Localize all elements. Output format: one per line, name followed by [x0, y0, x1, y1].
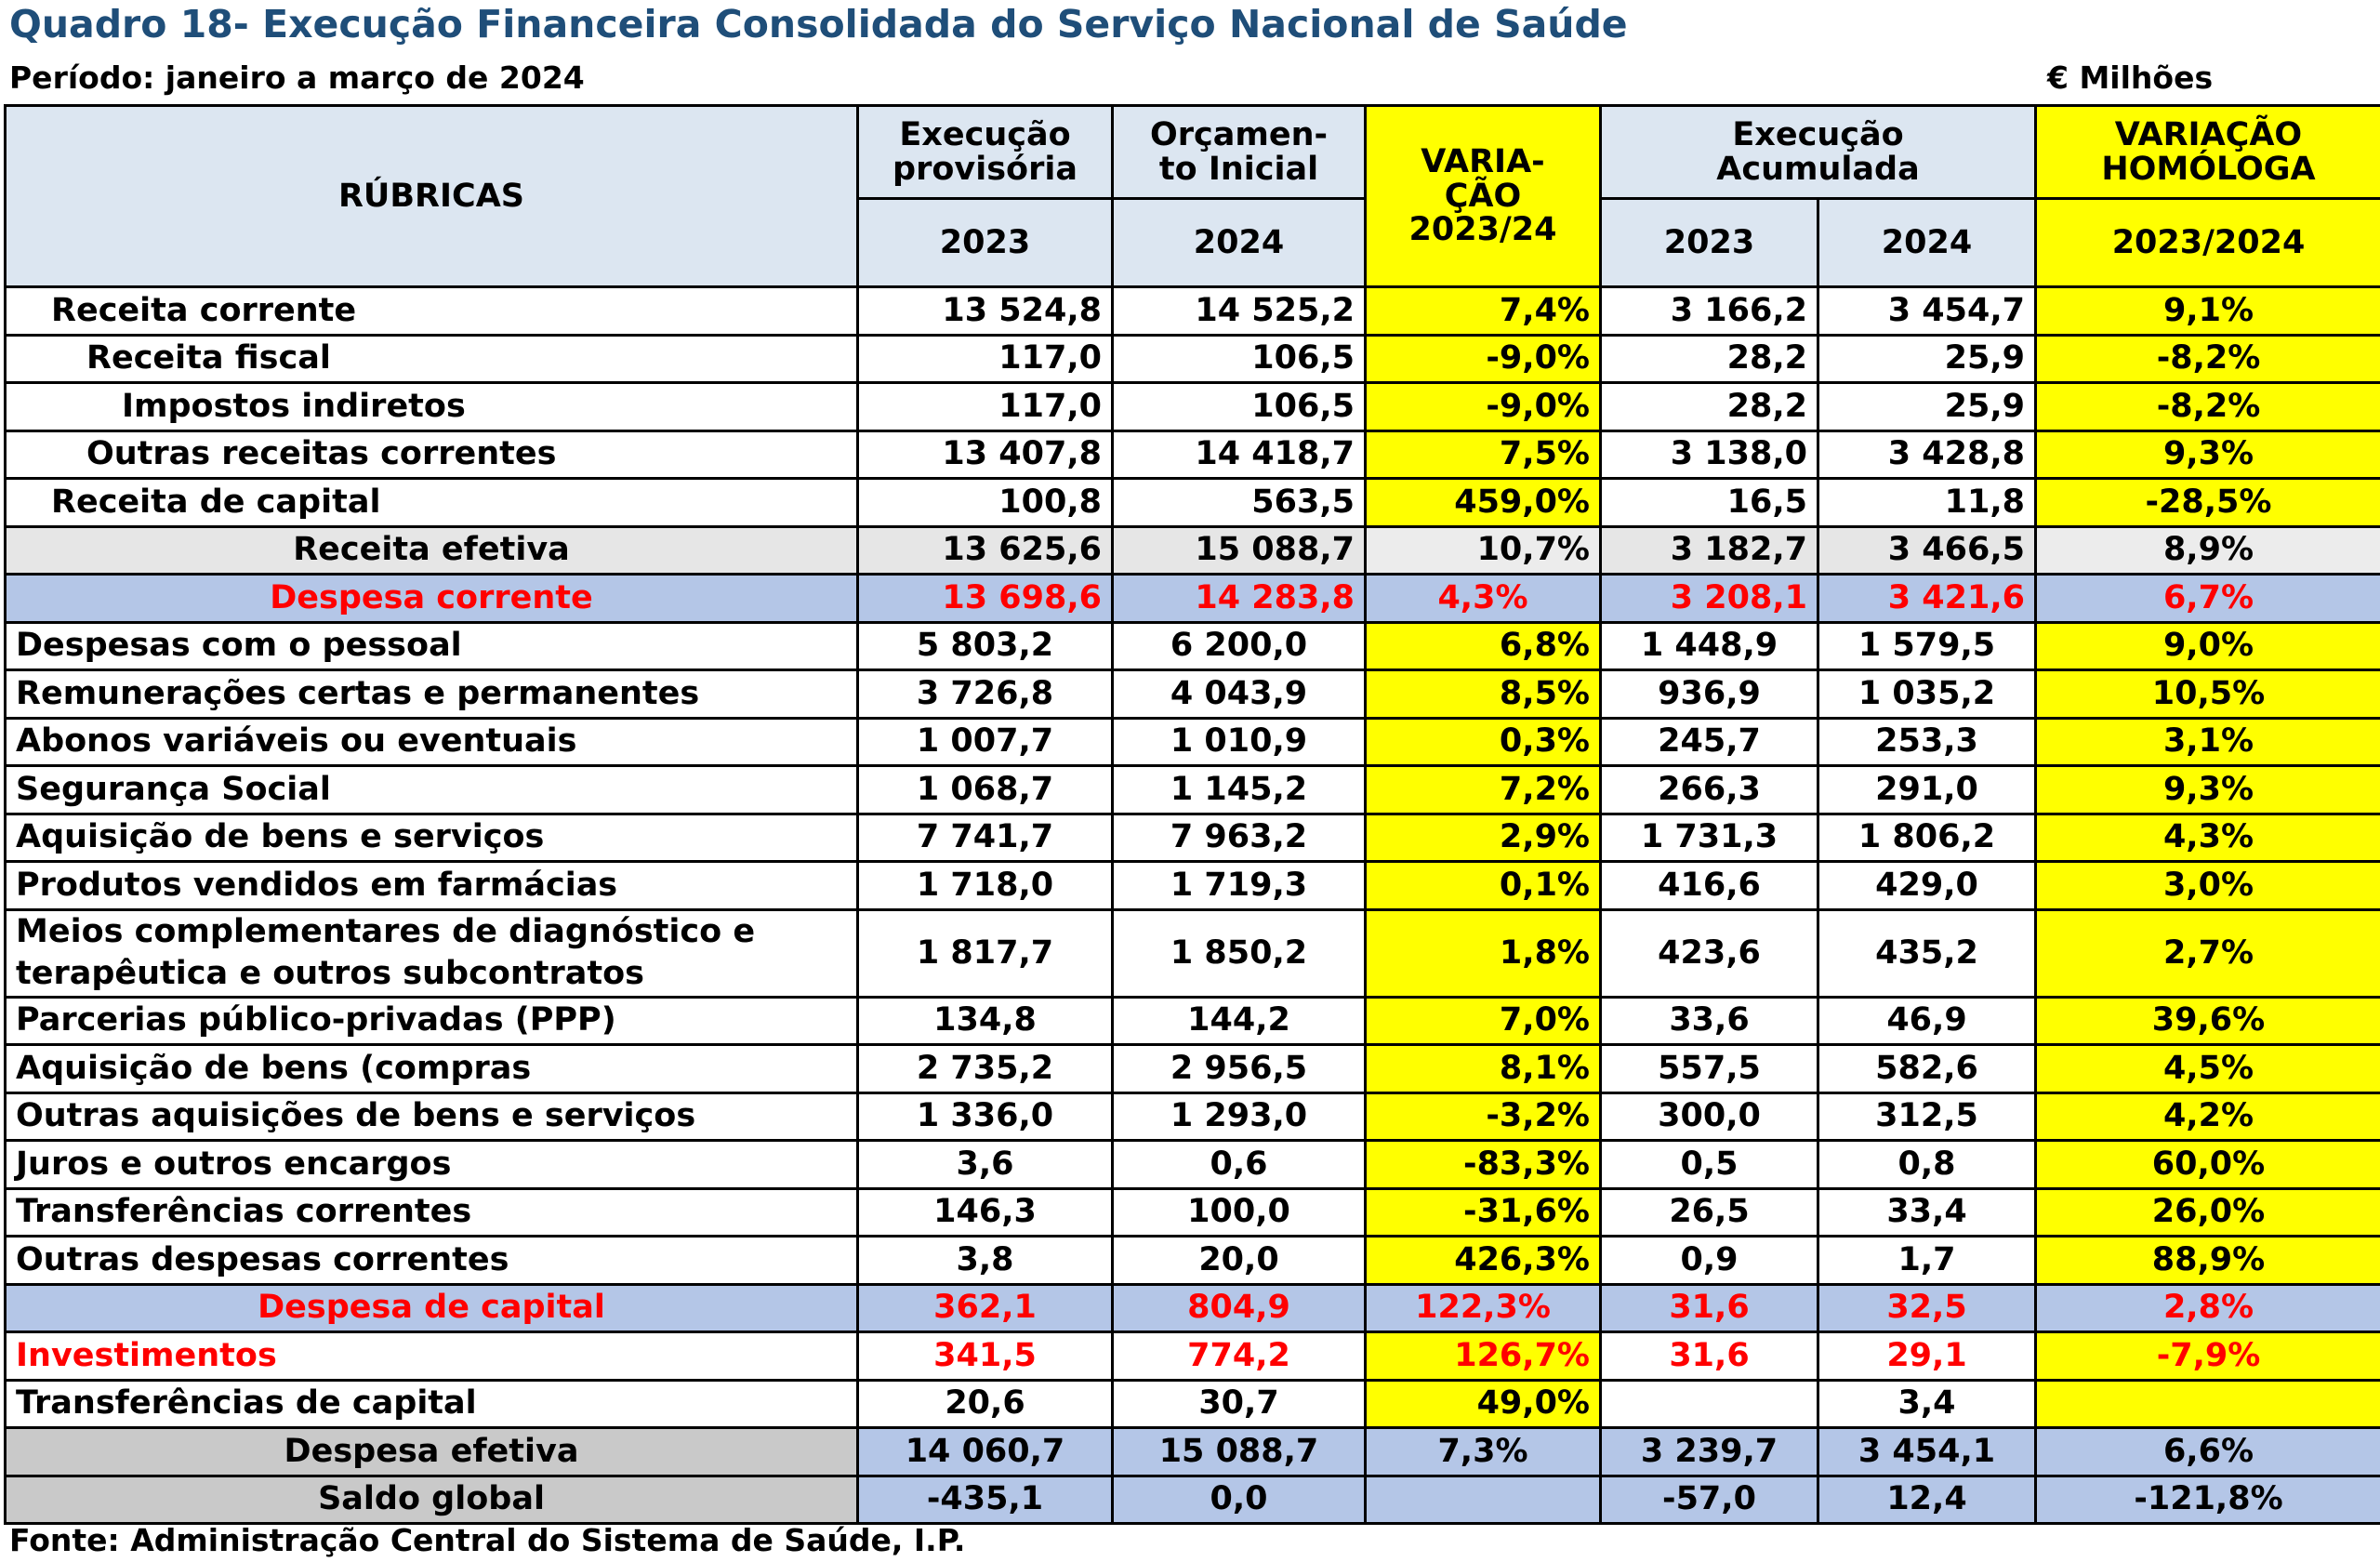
cell-orcamento-inicial-2024: 15 088,7 — [1113, 526, 1366, 575]
cell-acumulada-2023: -57,0 — [1601, 1476, 1818, 1524]
cell-acumulada-2023: 31,6 — [1601, 1332, 1818, 1381]
cell-variacao-homologa: -7,9% — [2036, 1332, 2380, 1381]
cell-acumulada-2023: 423,6 — [1601, 909, 1818, 997]
header-acumulada-line1: Execução — [1732, 115, 1904, 153]
header-homologa-line1: VARIAÇÃO — [2114, 115, 2303, 153]
header-exec-provisoria-line2: provisória — [892, 150, 1078, 188]
row-label: Aquisição de bens (compras — [6, 1045, 858, 1093]
row-label: Receita corrente — [6, 287, 858, 336]
cell-acumulada-2023: 3 208,1 — [1601, 575, 1818, 623]
header-exec-provisoria-line1: Execução — [899, 115, 1071, 153]
cell-variacao-2023-24: 0,3% — [1366, 718, 1601, 766]
cell-acumulada-2023: 33,6 — [1601, 997, 1818, 1045]
cell-variacao-2023-24: 7,4% — [1366, 287, 1601, 336]
cell-variacao-homologa: 4,5% — [2036, 1045, 2380, 1093]
row-label: Transferências de capital — [6, 1380, 858, 1428]
cell-exec-provisoria-2023: 20,6 — [858, 1380, 1113, 1428]
cell-acumulada-2024: 291,0 — [1818, 766, 2036, 814]
cell-variacao-2023-24: 2,9% — [1366, 814, 1601, 862]
cell-acumulada-2023: 245,7 — [1601, 718, 1818, 766]
row-label: Despesas com o pessoal — [6, 622, 858, 670]
cell-orcamento-inicial-2024: 1 293,0 — [1113, 1092, 1366, 1141]
cell-orcamento-inicial-2024: 106,5 — [1113, 383, 1366, 431]
cell-orcamento-inicial-2024: 106,5 — [1113, 335, 1366, 383]
cell-acumulada-2024: 582,6 — [1818, 1045, 2036, 1093]
table-row — [6, 718, 2380, 766]
cell-variacao-homologa: -8,2% — [2036, 335, 2380, 383]
cell-variacao-homologa: 3,1% — [2036, 718, 2380, 766]
row-label: Produtos vendidos em farmácias — [6, 862, 858, 910]
table-row — [6, 335, 2380, 383]
unit-label: € Milhões — [2047, 60, 2214, 96]
cell-exec-provisoria-2023: 117,0 — [858, 335, 1113, 383]
header-acc-year-2023: 2023 — [1601, 199, 1818, 287]
cell-exec-provisoria-2023: 7 741,7 — [858, 814, 1113, 862]
cell-variacao-2023-24: 7,3% — [1366, 1428, 1601, 1476]
cell-exec-provisoria-2023: 341,5 — [858, 1332, 1113, 1381]
cell-exec-provisoria-2023: 13 698,6 — [858, 575, 1113, 623]
cell-orcamento-inicial-2024: 14 525,2 — [1113, 287, 1366, 336]
row-label: Receita fiscal — [6, 335, 858, 383]
cell-variacao-homologa: 9,3% — [2036, 430, 2380, 479]
cell-orcamento-inicial-2024: 15 088,7 — [1113, 1428, 1366, 1476]
cell-acumulada-2024: 3 421,6 — [1818, 575, 2036, 623]
header-variacao — [1366, 106, 1601, 287]
header-year-2023: 2023 — [858, 199, 1113, 287]
table-row — [6, 862, 2380, 910]
cell-exec-provisoria-2023: 146,3 — [858, 1188, 1113, 1237]
cell-acumulada-2024: 3 466,5 — [1818, 526, 2036, 575]
row-label: Saldo global — [6, 1476, 858, 1524]
cell-orcamento-inicial-2024: 14 283,8 — [1113, 575, 1366, 623]
cell-variacao-homologa: 10,5% — [2036, 670, 2380, 719]
header-acumulada-line2: Acumulada — [1716, 150, 1920, 188]
cell-acumulada-2024: 11,8 — [1818, 479, 2036, 527]
cell-variacao-homologa: 9,0% — [2036, 622, 2380, 670]
row-label: Investimentos — [6, 1332, 858, 1381]
header-execucao-acumulada — [1601, 106, 2036, 199]
table-row — [6, 287, 2380, 336]
cell-exec-provisoria-2023: 1 817,7 — [858, 909, 1113, 997]
table-row — [6, 670, 2380, 719]
table-row — [6, 909, 2380, 997]
cell-variacao-2023-24: 6,8% — [1366, 622, 1601, 670]
cell-exec-provisoria-2023: 117,0 — [858, 383, 1113, 431]
cell-acumulada-2023: 557,5 — [1601, 1045, 1818, 1093]
table-row — [6, 479, 2380, 527]
cell-variacao-homologa: 9,3% — [2036, 766, 2380, 814]
cell-variacao-homologa: 6,6% — [2036, 1428, 2380, 1476]
cell-variacao-2023-24: 122,3% — [1366, 1284, 1601, 1332]
table-row — [6, 526, 2380, 575]
header-rubricas: RÚBRICAS — [6, 106, 858, 287]
cell-variacao-homologa: 6,7% — [2036, 575, 2380, 623]
row-label: Remunerações certas e permanentes — [6, 670, 858, 719]
cell-variacao-homologa: 2,8% — [2036, 1284, 2380, 1332]
header-orcamento-inicial — [1113, 106, 1366, 199]
cell-acumulada-2023: 28,2 — [1601, 335, 1818, 383]
cell-exec-provisoria-2023: 13 524,8 — [858, 287, 1113, 336]
cell-acumulada-2024: 1,7 — [1818, 1237, 2036, 1285]
cell-variacao-homologa: -28,5% — [2036, 479, 2380, 527]
row-label: Despesa efetiva — [6, 1428, 858, 1476]
cell-orcamento-inicial-2024: 0,0 — [1113, 1476, 1366, 1524]
cell-acumulada-2024: 3 428,8 — [1818, 430, 2036, 479]
row-label: Outras despesas correntes — [6, 1237, 858, 1285]
cell-variacao-2023-24: -83,3% — [1366, 1141, 1601, 1189]
table-row — [6, 622, 2380, 670]
cell-variacao-homologa: -8,2% — [2036, 383, 2380, 431]
cell-acumulada-2024: 32,5 — [1818, 1284, 2036, 1332]
period-label: Período: janeiro a março de 2024 — [9, 60, 585, 96]
cell-acumulada-2023: 416,6 — [1601, 862, 1818, 910]
row-label: Parcerias público-privadas (PPP) — [6, 997, 858, 1045]
cell-exec-provisoria-2023: 2 735,2 — [858, 1045, 1113, 1093]
cell-acumulada-2023: 266,3 — [1601, 766, 1818, 814]
table-row — [6, 383, 2380, 431]
header-variacao-line1: VARIA- — [1421, 142, 1545, 180]
table-row — [6, 1428, 2380, 1476]
header-homologa-line2: HOMÓLOGA — [2101, 150, 2316, 188]
cell-acumulada-2024: 253,3 — [1818, 718, 2036, 766]
table-row — [6, 766, 2380, 814]
cell-orcamento-inicial-2024: 0,6 — [1113, 1141, 1366, 1189]
cell-acumulada-2024: 46,9 — [1818, 997, 2036, 1045]
header-variacao-homologa — [2036, 106, 2380, 199]
cell-variacao-2023-24: 49,0% — [1366, 1380, 1601, 1428]
cell-variacao-2023-24: 126,7% — [1366, 1332, 1601, 1381]
cell-acumulada-2024: 25,9 — [1818, 335, 2036, 383]
cell-orcamento-inicial-2024: 1 719,3 — [1113, 862, 1366, 910]
cell-variacao-homologa — [2036, 1380, 2380, 1428]
cell-exec-provisoria-2023: 1 068,7 — [858, 766, 1113, 814]
row-label: Outras aquisições de bens e serviços — [6, 1092, 858, 1141]
cell-orcamento-inicial-2024: 14 418,7 — [1113, 430, 1366, 479]
cell-acumulada-2023: 28,2 — [1601, 383, 1818, 431]
cell-acumulada-2024: 33,4 — [1818, 1188, 2036, 1237]
cell-exec-provisoria-2023: 14 060,7 — [858, 1428, 1113, 1476]
cell-exec-provisoria-2023: 3,6 — [858, 1141, 1113, 1189]
cell-acumulada-2023: 3 182,7 — [1601, 526, 1818, 575]
cell-acumulada-2024: 1 035,2 — [1818, 670, 2036, 719]
cell-orcamento-inicial-2024: 804,9 — [1113, 1284, 1366, 1332]
row-label: Meios complementares de diagnóstico e terapêutica e outros subcontratos — [6, 909, 858, 997]
table-row — [6, 1237, 2380, 1285]
cell-acumulada-2023: 26,5 — [1601, 1188, 1818, 1237]
cell-acumulada-2024: 3 454,7 — [1818, 287, 2036, 336]
row-label: Juros e outros encargos — [6, 1141, 858, 1189]
cell-variacao-2023-24: 8,1% — [1366, 1045, 1601, 1093]
cell-variacao-2023-24: 7,2% — [1366, 766, 1601, 814]
cell-orcamento-inicial-2024: 30,7 — [1113, 1380, 1366, 1428]
cell-variacao-2023-24 — [1366, 1476, 1601, 1524]
cell-variacao-2023-24: -31,6% — [1366, 1188, 1601, 1237]
cell-variacao-homologa: -121,8% — [2036, 1476, 2380, 1524]
cell-orcamento-inicial-2024: 100,0 — [1113, 1188, 1366, 1237]
row-label: Receita efetiva — [6, 526, 858, 575]
header-variacao-line3: 2023/24 — [1408, 211, 1557, 249]
row-label: Despesa corrente — [6, 575, 858, 623]
cell-acumulada-2023: 1 731,3 — [1601, 814, 1818, 862]
cell-variacao-2023-24: 0,1% — [1366, 862, 1601, 910]
cell-variacao-homologa: 3,0% — [2036, 862, 2380, 910]
cell-variacao-homologa: 60,0% — [2036, 1141, 2380, 1189]
cell-acumulada-2024: 429,0 — [1818, 862, 2036, 910]
cell-acumulada-2024: 435,2 — [1818, 909, 2036, 997]
cell-exec-provisoria-2023: 5 803,2 — [858, 622, 1113, 670]
table-row — [6, 1332, 2380, 1381]
header-homologa-years: 2023/2024 — [2036, 199, 2380, 287]
cell-variacao-2023-24: -9,0% — [1366, 335, 1601, 383]
cell-exec-provisoria-2023: 1 718,0 — [858, 862, 1113, 910]
header-exec-provisoria — [858, 106, 1113, 199]
row-label: Segurança Social — [6, 766, 858, 814]
cell-acumulada-2024: 1 579,5 — [1818, 622, 2036, 670]
table-header — [6, 106, 2380, 287]
cell-acumulada-2023: 0,9 — [1601, 1237, 1818, 1285]
row-label: Despesa de capital — [6, 1284, 858, 1332]
row-label: Transferências correntes — [6, 1188, 858, 1237]
cell-acumulada-2023 — [1601, 1380, 1818, 1428]
cell-exec-provisoria-2023: 1 336,0 — [858, 1092, 1113, 1141]
cell-orcamento-inicial-2024: 774,2 — [1113, 1332, 1366, 1381]
header-orcamento-line2: to Inicial — [1158, 150, 1319, 188]
table-row — [6, 1380, 2380, 1428]
cell-variacao-2023-24: 426,3% — [1366, 1237, 1601, 1285]
cell-variacao-2023-24: 1,8% — [1366, 909, 1601, 997]
cell-exec-provisoria-2023: 3 726,8 — [858, 670, 1113, 719]
cell-variacao-2023-24: -9,0% — [1366, 383, 1601, 431]
cell-acumulada-2023: 0,5 — [1601, 1141, 1818, 1189]
cell-variacao-homologa: 39,6% — [2036, 997, 2380, 1045]
cell-variacao-homologa: 88,9% — [2036, 1237, 2380, 1285]
source-note: Fonte: Administração Central do Sistema de Saúde, I.P. — [9, 1522, 966, 1558]
cell-exec-provisoria-2023: 134,8 — [858, 997, 1113, 1045]
cell-variacao-homologa: 8,9% — [2036, 526, 2380, 575]
cell-acumulada-2024: 0,8 — [1818, 1141, 2036, 1189]
cell-orcamento-inicial-2024: 20,0 — [1113, 1237, 1366, 1285]
cell-variacao-2023-24: 7,0% — [1366, 997, 1601, 1045]
cell-variacao-2023-24: -3,2% — [1366, 1092, 1601, 1141]
cell-variacao-homologa: 4,2% — [2036, 1092, 2380, 1141]
cell-orcamento-inicial-2024: 1 145,2 — [1113, 766, 1366, 814]
cell-acumulada-2023: 3 166,2 — [1601, 287, 1818, 336]
row-label: Impostos indiretos — [6, 383, 858, 431]
cell-exec-provisoria-2023: 3,8 — [858, 1237, 1113, 1285]
cell-orcamento-inicial-2024: 4 043,9 — [1113, 670, 1366, 719]
cell-exec-provisoria-2023: -435,1 — [858, 1476, 1113, 1524]
cell-acumulada-2023: 936,9 — [1601, 670, 1818, 719]
cell-variacao-homologa: 9,1% — [2036, 287, 2380, 336]
cell-exec-provisoria-2023: 362,1 — [858, 1284, 1113, 1332]
table-title: Quadro 18- Execução Financeira Consolidada do Serviço Nacional de Saúde — [9, 2, 1628, 46]
cell-variacao-2023-24: 459,0% — [1366, 479, 1601, 527]
table-body — [6, 287, 2380, 1524]
table-row — [6, 575, 2380, 623]
table-row — [6, 1284, 2380, 1332]
cell-variacao-homologa: 2,7% — [2036, 909, 2380, 997]
table-row — [6, 1188, 2380, 1237]
cell-variacao-homologa: 4,3% — [2036, 814, 2380, 862]
table-row — [6, 997, 2380, 1045]
cell-acumulada-2023: 31,6 — [1601, 1284, 1818, 1332]
cell-exec-provisoria-2023: 100,8 — [858, 479, 1113, 527]
cell-variacao-2023-24: 7,5% — [1366, 430, 1601, 479]
table-row — [6, 430, 2380, 479]
header-acc-year-2024: 2024 — [1818, 199, 2036, 287]
cell-acumulada-2024: 3,4 — [1818, 1380, 2036, 1428]
row-label: Aquisição de bens e serviços — [6, 814, 858, 862]
cell-acumulada-2023: 16,5 — [1601, 479, 1818, 527]
cell-acumulada-2023: 1 448,9 — [1601, 622, 1818, 670]
cell-orcamento-inicial-2024: 6 200,0 — [1113, 622, 1366, 670]
cell-exec-provisoria-2023: 1 007,7 — [858, 718, 1113, 766]
cell-orcamento-inicial-2024: 2 956,5 — [1113, 1045, 1366, 1093]
cell-acumulada-2024: 25,9 — [1818, 383, 2036, 431]
row-label: Abonos variáveis ou eventuais — [6, 718, 858, 766]
row-label: Receita de capital — [6, 479, 858, 527]
cell-orcamento-inicial-2024: 144,2 — [1113, 997, 1366, 1045]
table-row — [6, 1141, 2380, 1189]
cell-exec-provisoria-2023: 13 407,8 — [858, 430, 1113, 479]
cell-orcamento-inicial-2024: 563,5 — [1113, 479, 1366, 527]
cell-orcamento-inicial-2024: 1 850,2 — [1113, 909, 1366, 997]
cell-orcamento-inicial-2024: 1 010,9 — [1113, 718, 1366, 766]
cell-variacao-homologa: 26,0% — [2036, 1188, 2380, 1237]
table-row — [6, 1476, 2380, 1524]
cell-acumulada-2023: 3 239,7 — [1601, 1428, 1818, 1476]
cell-orcamento-inicial-2024: 7 963,2 — [1113, 814, 1366, 862]
table-row — [6, 1092, 2380, 1141]
cell-variacao-2023-24: 10,7% — [1366, 526, 1601, 575]
cell-exec-provisoria-2023: 13 625,6 — [858, 526, 1113, 575]
table-row — [6, 814, 2380, 862]
header-variacao-line2: ÇÃO — [1444, 177, 1522, 215]
cell-variacao-2023-24: 8,5% — [1366, 670, 1601, 719]
table-row — [6, 1045, 2380, 1093]
row-label: Outras receitas correntes — [6, 430, 858, 479]
cell-acumulada-2024: 312,5 — [1818, 1092, 2036, 1141]
cell-acumulada-2023: 300,0 — [1601, 1092, 1818, 1141]
cell-acumulada-2024: 1 806,2 — [1818, 814, 2036, 862]
cell-acumulada-2024: 3 454,1 — [1818, 1428, 2036, 1476]
cell-acumulada-2023: 3 138,0 — [1601, 430, 1818, 479]
cell-variacao-2023-24: 4,3% — [1366, 575, 1601, 623]
header-year-2024: 2024 — [1113, 199, 1366, 287]
cell-acumulada-2024: 29,1 — [1818, 1332, 2036, 1381]
cell-acumulada-2024: 12,4 — [1818, 1476, 2036, 1524]
header-orcamento-line1: Orçamen- — [1149, 115, 1329, 153]
financial-table — [4, 104, 2380, 1525]
